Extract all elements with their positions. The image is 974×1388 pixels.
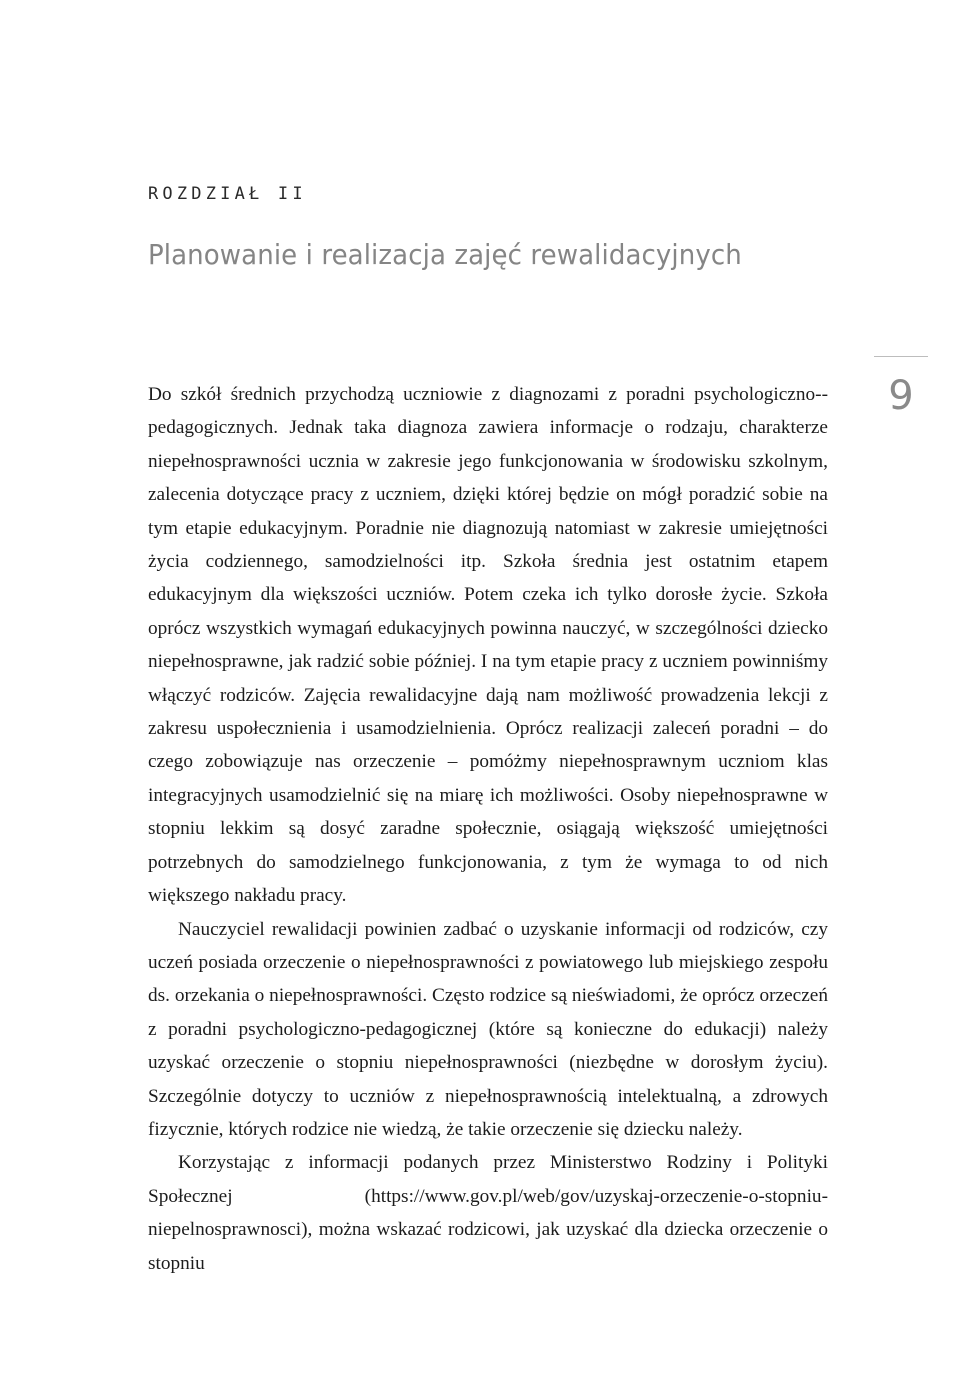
chapter-label: ROZDZIAŁ II: [148, 184, 307, 204]
chapter-title: Planowanie i realizacja zajęć rewalidacyjnych: [148, 238, 742, 271]
paragraph: Do szkół średnich przychodzą uczniowie z diagnozami z poradni psychologiczno--pedagogicznych. Jednak taka diagnoza zawiera informacje o rodzaju, charakterze niepełnosprawności ucznia w zakresie jego funkcjonowania w środowisku szkolnym, zalecenia dotyczące pracy z uczniem, dzięki której będzie on mógł poradzić sobie na tym etapie edukacyjnym. Poradnie nie diagnozują natomiast w zakresie umiejętności życia codziennego, samodzielności itp. Szkoła średnia jest ostatnim etapem edukacyjnym dla większości uczniów. Potem czeka ich tylko dorosłe życie. Szkoła oprócz wszystkich wymagań edukacyjnych powinna nauczyć, w szczególności dziecko niepełnosprawne, jak radzić sobie później. I na tym etapie pracy z uczniem powinniśmy włączyć rodziców. Zajęcia rewalidacyjne dają nam możliwość prowadzenia lekcji z zakresu uspołecznienia i usamodzielnienia. Oprócz realizacji zaleceń poradni – do czego zobowiązuje nas orzeczenie – pomóżmy niepełnosprawnym uczniom klas integracyjnych usamodzielnić się na miarę ich możliwości. Osoby niepełnosprawne w stopniu lekkim są dosyć zaradne społecznie, osiągają większość umiejętności potrzebnych do samodzielnego funkcjonowania, z tym że wymaga to od nich większego nakładu pracy.: [148, 384, 828, 907]
body-text: [148, 378, 828, 1280]
paragraph: Nauczyciel rewalidacji powinien zadbać o uzyskanie informacji od rodziców, czy uczeń posiada orzeczenie o niepełnosprawności z powiatowego lub miejskiego zespołu ds. orzekania o niepełnosprawności. Często rodzice są nieświadomi, że oprócz orzeczeń z poradni psychologiczno-pedagogicznej (które są konieczne do edukacji) należy uzyskać orzeczenie o stopniu niepełnosprawności (niezbędne w dorosłym życiu). Szczególnie dotyczy to uczniów z niepełnosprawnością intelektualną, a zdrowych fizycznie, których rodzice nie wiedzą, że takie orzeczenie się dziecku należy.: [148, 918, 828, 1140]
page-number-rule: [874, 356, 928, 357]
paragraph: Korzystając z informacji podanych przez Ministerstwo Rodziny i Polityki Społecznej (https://www.gov.pl/web/gov/uzyskaj-orzeczenie-o-stopniu-niepelnosprawnosci), można wskazać rodzicowi, jak uzyskać dla dziecka orzeczenie o stopniu: [148, 1152, 828, 1274]
page-number: 9: [888, 373, 914, 419]
